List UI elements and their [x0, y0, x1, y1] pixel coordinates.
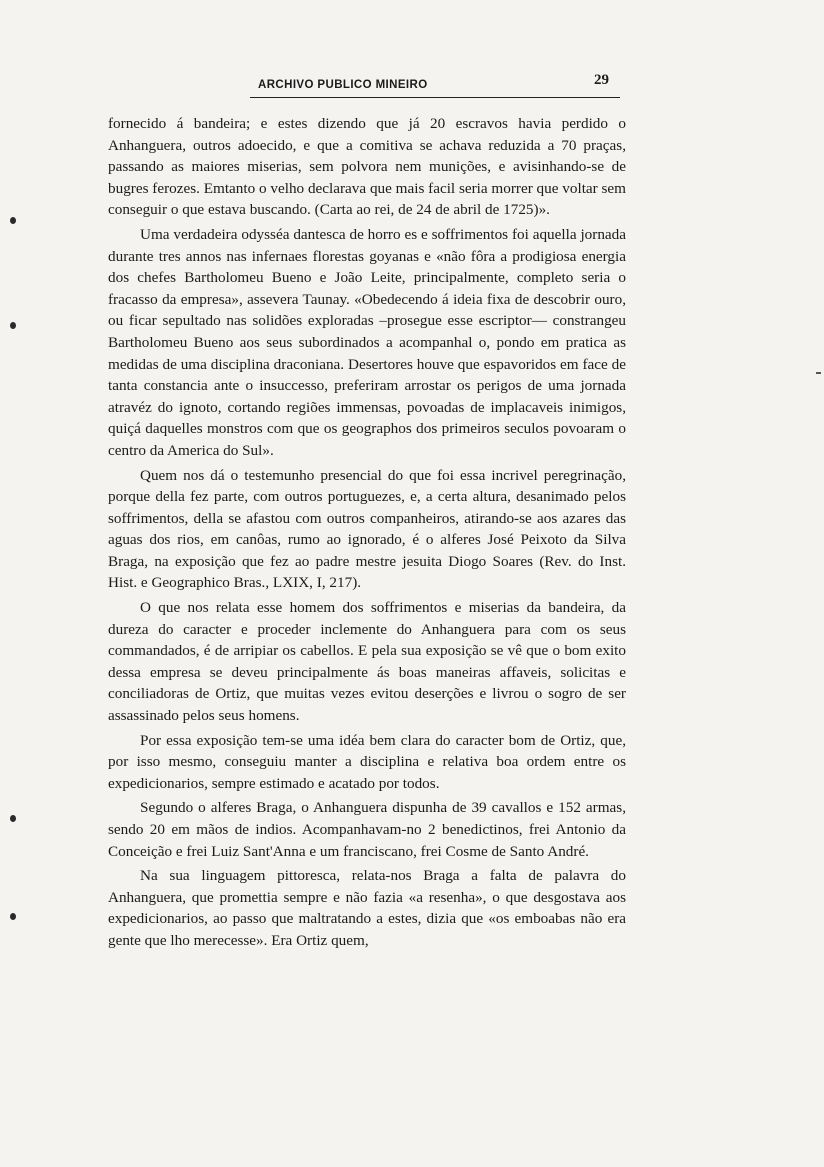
paragraph: Por essa exposição tem-se uma idéa bem clara do caracter bom de Ortiz, que, por isso mesmo, conseguiu manter a disciplina e relativa boa ordem entre os expedicionarios, sempre estimado e acatado por todos. — [108, 731, 626, 792]
running-head-title: ARCHIVO PUBLICO MINEIRO — [258, 79, 428, 91]
scan-edge-mark — [816, 372, 821, 374]
body-text — [108, 113, 626, 952]
paragraph: Na sua linguagem pittoresca, relata-nos Braga a falta de palavra do Anhanguera, que promettia sempre e não fazia «a resenha», o que desgostava aos expedicionarios, ao passo que maltratando a estes, dizia que «os emboabas não era gente que lho merecesse». Era Ortiz quem, — [108, 867, 626, 949]
paragraph: O que nos relata esse homem dos soffrimentos e miserias da bandeira, da dureza do caracter e proceder inclemente do Anhanguera para com os seus commandados, é de arripiar os cabellos. E pela sua exposição se vê que o bom exito dessa empresa se deveu principalmente ás boas maneiras affaveis, solicitas e conciliadoras de Ortiz, que muitas vezes evitou deserções e livrou o sogro de ser assassinado pelos seus homens. — [108, 599, 626, 725]
page-number: 29 — [594, 72, 609, 88]
margin-bullet — [10, 217, 16, 224]
paragraph: Uma verdadeira odysséa dantesca de horro es e soffrimentos foi aquella jornada durante tres annos nas infernaes florestas goyanas e «não fôra a prodigiosa energia dos chefes Bartholomeu Bueno e João Leite, principalmente, completo seria o fracasso da empresa», assevera Taunay. «Obedecendo á ideia fixa de descobrir ouro, ou ficar sepultado nas solidões exploradas –prosegue esse escriptor— constrangeu Bartholomeu Bueno aos seus subordinados a acompanhal o, pondo em pratica as medidas de uma disciplina draconiana. Desertores houve que espavoridos em face de tanta constancia ante o insuccesso, preferiram arrostar os perigos de uma jornada atravéz do ignoto, cortando regiões immensas, povoadas de implacaveis inimigos, quiçá daquelles monstros com que os geographos dos primeiros seculos povoaram o centro da America do Sul». — [108, 225, 626, 459]
header-rule — [250, 97, 620, 98]
margin-bullet — [10, 322, 16, 329]
paragraph: Segundo o alferes Braga, o Anhanguera dispunha de 39 cavallos e 152 armas, sendo 20 em mãos de indios. Acompanhavam-no 2 benedictinos, frei Antonio da Conceição e frei Luiz Sant'Anna e um franciscano, frei Cosme de Santo André. — [108, 799, 626, 860]
margin-bullet — [10, 913, 16, 920]
margin-bullet — [10, 815, 16, 822]
paragraph: Quem nos dá o testemunho presencial do que foi essa incrivel peregrinação, porque della fez parte, com outros portuguezes, e, a certa altura, desanimado pelos soffrimentos, della se afastou com outros companheiros, atirando-se aos azares das aguas dos rios, em canôas, rumo ao ignorado, é o alferes José Peixoto da Silva Braga, na exposição que fez ao padre mestre jesuita Diogo Soares (Rev. do Inst. Hist. e Geographico Bras., LXIX, I, 217). — [108, 466, 626, 592]
paragraph: fornecido á bandeira; e estes dizendo que já 20 escravos havia perdido o Anhanguera, outros adoecido, e que a comitiva se achava reduzida a 70 praças, passando as maiores miserias, sem polvora nem munições, e avisinhando-se de bugres ferozes. Emtanto o velho declarava que mais facil seria morrer que voltar sem conseguir o que estava buscando. (Carta ao rei, de 24 de abril de 1725)». — [108, 115, 626, 219]
